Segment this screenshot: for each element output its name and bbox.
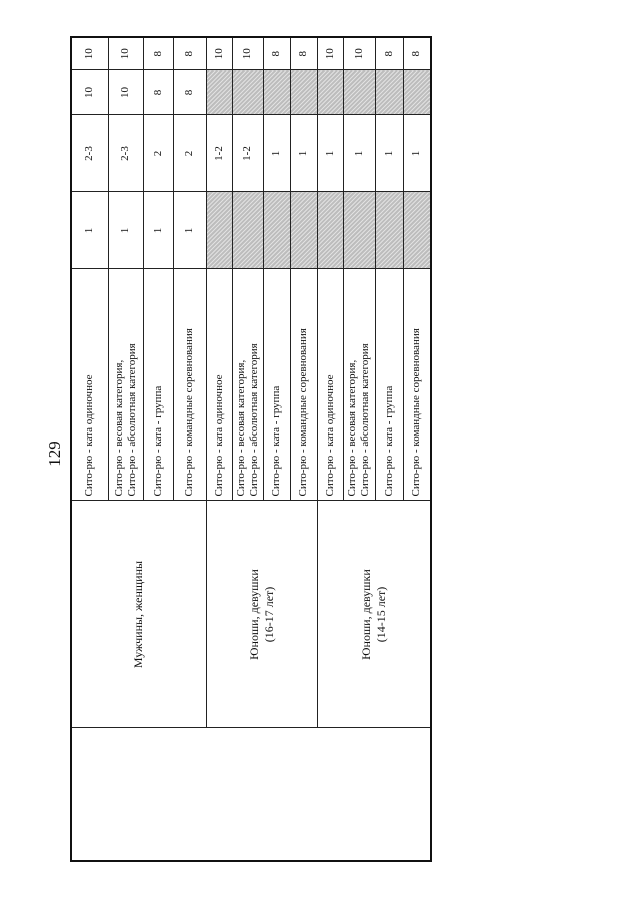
discipline-cell (143, 269, 173, 501)
group-cell (317, 501, 431, 728)
shaded-cell (403, 192, 431, 269)
shaded-cell (343, 70, 375, 115)
value-cell: 1 (403, 115, 431, 192)
value-cell: 2-3 (108, 115, 143, 192)
value-cell: 1 (263, 115, 290, 192)
value-cell: 1-2 (206, 115, 232, 192)
value-cell: 1 (290, 115, 317, 192)
shaded-cell (343, 192, 375, 269)
value-cell: 1 (71, 192, 108, 269)
value-cell: 8 (173, 70, 206, 115)
shaded-cell (403, 70, 431, 115)
shaded-cell (206, 70, 232, 115)
discipline-cell (290, 269, 317, 501)
discipline-name-cont: Сито-рю - абсолютная категория (359, 343, 371, 497)
discipline-cell (173, 269, 206, 501)
discipline-name: Сито-рю - весовая категория, (346, 359, 358, 497)
shaded-cell (290, 70, 317, 115)
shaded-cell (290, 192, 317, 269)
value-cell: 10 (71, 70, 108, 115)
discipline-cell (263, 269, 290, 501)
discipline-name: Сито-рю - весовая категория, (234, 359, 247, 497)
discipline-cell (108, 269, 143, 501)
discipline-name: Сито-рю - ката одиночное (212, 374, 225, 497)
page-number: 129 (45, 441, 64, 467)
discipline-cell (206, 269, 232, 501)
value-cell: 10 (108, 37, 143, 70)
shaded-cell (232, 70, 263, 115)
discipline-name-cont: Сито-рю - абсолютная категория (125, 343, 138, 497)
value-cell: 2-3 (71, 115, 108, 192)
value-cell: 1 (317, 115, 343, 192)
value-cell: 2 (173, 115, 206, 192)
value-cell: 1 (375, 115, 403, 192)
discipline-cell (71, 269, 108, 501)
value-cell: 8 (143, 70, 173, 115)
shaded-cell (206, 192, 232, 269)
value-cell: 1 (108, 192, 143, 269)
group-age: (16-17 лет) (261, 586, 276, 643)
shaded-cell (317, 70, 343, 115)
value-cell: 1 (343, 115, 375, 192)
value-cell: 8 (143, 37, 173, 70)
table-row (71, 37, 108, 861)
sports-discipline-table (70, 36, 432, 862)
value-cell: 8 (375, 37, 403, 70)
discipline-name: Сито-рю - командные соревнования (183, 328, 195, 497)
discipline-cell (317, 269, 343, 501)
discipline-name: Сито-рю - ката - группа (382, 385, 395, 497)
group-cell (206, 501, 317, 728)
discipline-cell (343, 269, 375, 501)
discipline-name: Сито-рю - ката одиночное (323, 374, 336, 497)
value-cell: 10 (343, 37, 375, 70)
value-cell: 1 (143, 192, 173, 269)
empty-first-column (71, 728, 431, 861)
value-cell: 8 (263, 37, 290, 70)
shaded-cell (375, 70, 403, 115)
discipline-name: Сито-рю - командные соревнования (297, 328, 309, 497)
value-cell: 10 (206, 37, 232, 70)
value-cell: 2 (143, 115, 173, 192)
value-cell: 8 (290, 37, 317, 70)
discipline-cell (403, 269, 431, 501)
value-cell: 10 (317, 37, 343, 70)
discipline-cell (232, 269, 263, 501)
value-cell: 1-2 (232, 115, 263, 192)
shaded-cell (317, 192, 343, 269)
value-cell: 10 (108, 70, 143, 115)
discipline-name-cont: Сито-рю - абсолютная категория (247, 343, 260, 497)
shaded-cell (263, 192, 290, 269)
value-cell: 1 (173, 192, 206, 269)
shaded-cell (232, 192, 263, 269)
discipline-name: Сито-рю - весовая категория, (112, 359, 125, 497)
value-cell: 10 (71, 37, 108, 70)
rotated-table-container (70, 38, 423, 862)
value-cell: 8 (173, 37, 206, 70)
discipline-cell (375, 269, 403, 501)
group-age: (14-15 лет) (373, 586, 388, 643)
group-label: Юноши, девушки (358, 569, 373, 660)
shaded-cell (375, 192, 403, 269)
group-cell (71, 501, 206, 728)
value-cell: 10 (232, 37, 263, 70)
value-cell: 8 (403, 37, 431, 70)
discipline-name: Сито-рю - ката - группа (270, 385, 282, 497)
discipline-name: Сито-рю - ката - группа (151, 385, 164, 497)
discipline-name: Сито-рю - командные соревнования (410, 328, 423, 497)
shaded-cell (263, 70, 290, 115)
group-label: Мужчины, женщины (131, 560, 146, 669)
group-label: Юноши, девушки (246, 569, 261, 660)
discipline-name: Сито-рю - ката одиночное (83, 374, 96, 497)
